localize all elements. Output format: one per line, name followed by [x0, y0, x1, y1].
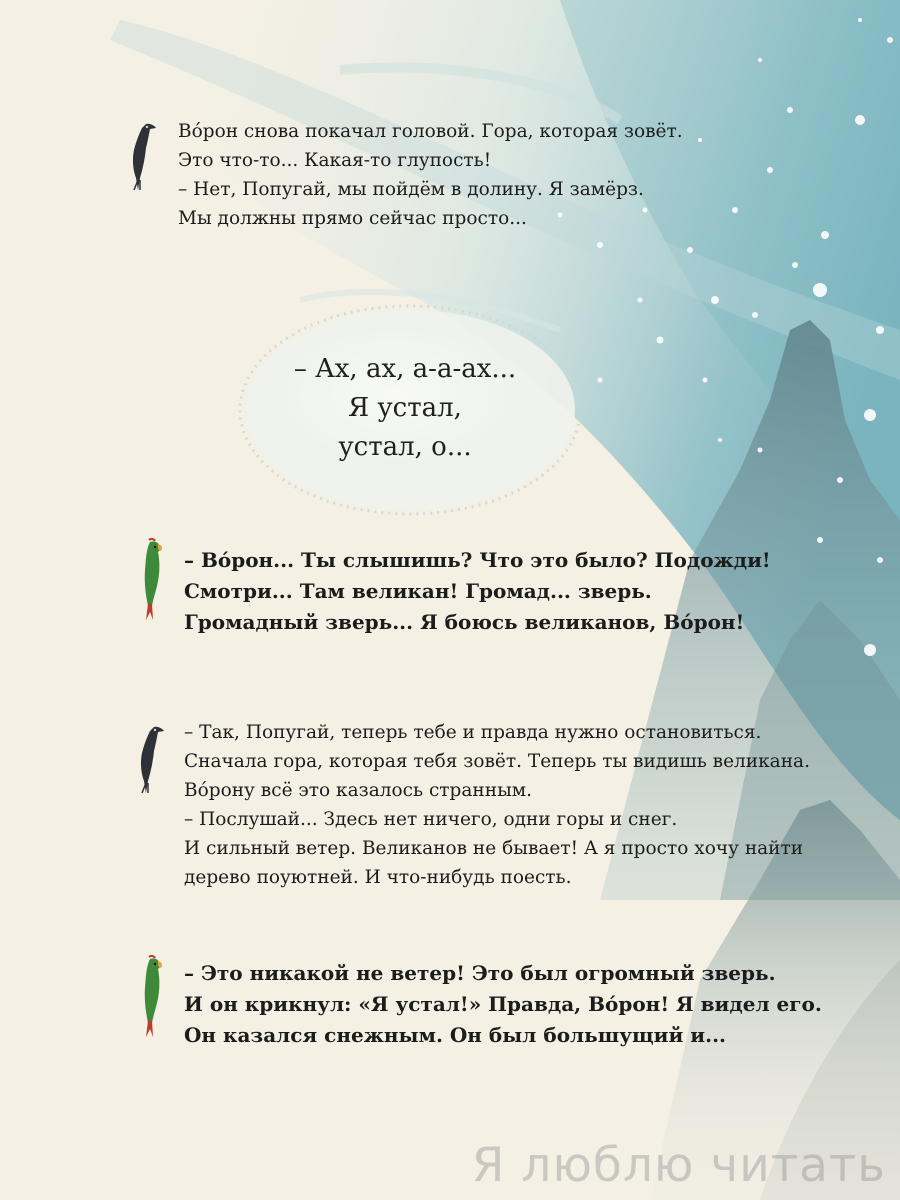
text-line: Смотри... Там великан! Громад... зверь. — [184, 579, 652, 603]
text-line: – Нет, Попугай, мы пойдём в долину. Я замёрз. — [178, 179, 644, 200]
bubble-line: устал, о... — [338, 432, 472, 462]
bubble-line: Я устал, — [348, 393, 462, 423]
speech-bubble — [270, 350, 540, 467]
parrot-passage-1 — [184, 545, 771, 638]
text-line: Громадный зверь... Я боюсь великанов, Во́рон! — [184, 610, 745, 634]
text-line: Это что-то... Какая-то глупость! — [178, 150, 492, 171]
text-line: Во́рон снова покачал головой. Гора, которая зовёт. — [178, 121, 683, 142]
text-line: – Во́рон... Ты слышишь? Что это было? Подожди! — [184, 548, 771, 572]
text-line: Он казался снежным. Он был большущий и... — [184, 1023, 727, 1047]
text-line: дерево поуютней. И что-нибудь поесть. — [184, 867, 572, 888]
parrot-icon — [136, 955, 166, 1039]
watermark: Я люблю читать — [471, 1138, 886, 1193]
text-line: – Послушай... Здесь нет ничего, одни горы и снег. — [184, 809, 678, 830]
text-line: И он крикнул: «Я устал!» Правда, Во́рон! Я видел его. — [184, 992, 822, 1016]
text-line: И сильный ветер. Великанов не бывает! А я просто хочу найти — [184, 838, 804, 859]
parrot-icon — [136, 538, 166, 622]
text-line: Сначала гора, которая тебя зовёт. Теперь ты видишь великана. — [184, 751, 810, 772]
raven-icon — [128, 120, 158, 192]
text-line: – Это никакой не ветер! Это был огромный зверь. — [184, 961, 776, 985]
raven-passage-2 — [184, 718, 810, 892]
raven-icon — [136, 723, 166, 795]
text-line: Во́рону всё это казалось странным. — [184, 780, 533, 801]
text-line: Мы должны прямо сейчас просто... — [178, 208, 527, 229]
parrot-passage-2 — [184, 958, 822, 1051]
raven-passage-1 — [178, 117, 683, 233]
bubble-line: – Ах, ах, а-а-ах... — [293, 354, 517, 384]
text-line: – Так, Попугай, теперь тебе и правда нужно остановиться. — [184, 722, 762, 743]
